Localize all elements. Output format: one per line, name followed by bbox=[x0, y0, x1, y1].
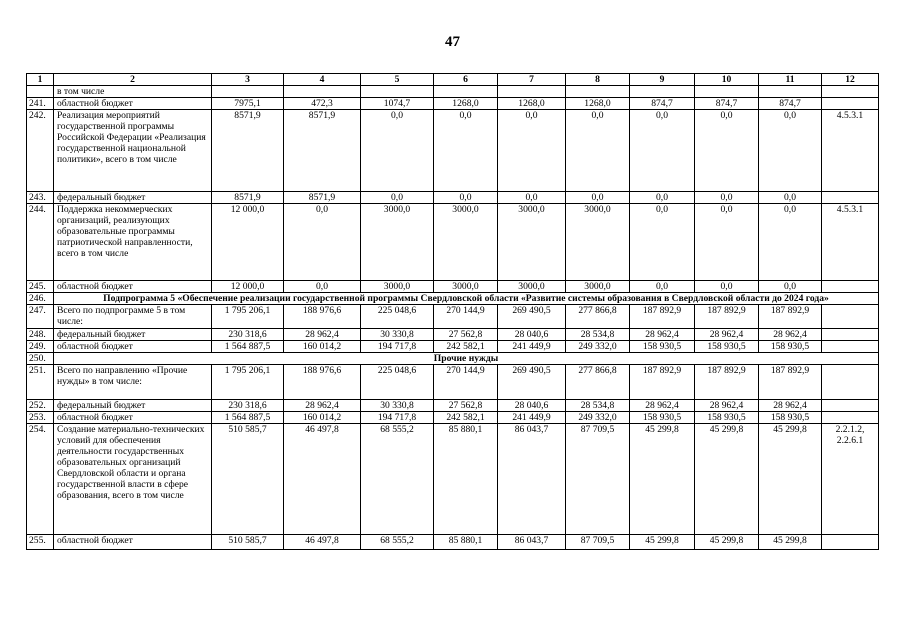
value-cell: 86 043,7 bbox=[498, 424, 566, 535]
value-cell: 8571,9 bbox=[212, 192, 284, 204]
value-cell: 0,0 bbox=[695, 192, 759, 204]
value-cell: 68 555,2 bbox=[361, 535, 434, 550]
value-cell: 3000,0 bbox=[498, 204, 566, 281]
code-cell bbox=[822, 341, 879, 353]
header-cell: 6 bbox=[434, 74, 498, 86]
header-cell: 10 bbox=[695, 74, 759, 86]
table-row bbox=[27, 341, 879, 353]
value-cell: 85 880,1 bbox=[434, 535, 498, 550]
header-cell: 11 bbox=[759, 74, 822, 86]
row-name: федеральный бюджет bbox=[54, 192, 212, 204]
row-number: 249. bbox=[27, 341, 54, 353]
value-cell: 28 962,4 bbox=[695, 329, 759, 341]
value-cell: 0,0 bbox=[566, 110, 630, 192]
value-cell: 0,0 bbox=[759, 110, 822, 192]
value-cell: 0,0 bbox=[695, 204, 759, 281]
row-number: 252. bbox=[27, 400, 54, 412]
table-row bbox=[27, 424, 879, 535]
value-cell: 28 962,4 bbox=[759, 329, 822, 341]
header-cell: 4 bbox=[284, 74, 361, 86]
value-cell: 1 795 206,1 bbox=[212, 305, 284, 329]
header-cell: 9 bbox=[630, 74, 695, 86]
row-name: Всего по направлению «Прочие нужды» в том числе: bbox=[54, 365, 212, 400]
value-cell: 87 709,5 bbox=[566, 424, 630, 535]
value-cell: 46 497,8 bbox=[284, 424, 361, 535]
table-row bbox=[27, 110, 879, 192]
value-cell: 472,3 bbox=[284, 98, 361, 110]
code-cell bbox=[822, 281, 879, 293]
value-cell: 27 562,8 bbox=[434, 329, 498, 341]
value-cell: 27 562,8 bbox=[434, 400, 498, 412]
value-cell: 28 040,6 bbox=[498, 400, 566, 412]
row-number bbox=[27, 86, 54, 98]
code-cell bbox=[822, 329, 879, 341]
code-cell bbox=[822, 86, 879, 98]
value-cell: 8571,9 bbox=[212, 110, 284, 192]
value-cell: 3000,0 bbox=[566, 281, 630, 293]
value-cell: 28 534,8 bbox=[566, 329, 630, 341]
value-cell: 0,0 bbox=[361, 192, 434, 204]
value-cell: 45 299,8 bbox=[630, 535, 695, 550]
value-cell: 187 892,9 bbox=[759, 305, 822, 329]
value-cell: 0,0 bbox=[630, 192, 695, 204]
value-cell: 0,0 bbox=[695, 110, 759, 192]
value-cell: 510 585,7 bbox=[212, 535, 284, 550]
row-name: федеральный бюджет bbox=[54, 329, 212, 341]
row-number: 254. bbox=[27, 424, 54, 535]
row-number: 250. bbox=[27, 353, 54, 365]
value-cell: 277 866,8 bbox=[566, 365, 630, 400]
value-cell: 1074,7 bbox=[361, 98, 434, 110]
value-cell: 194 717,8 bbox=[361, 412, 434, 424]
value-cell: 269 490,5 bbox=[498, 305, 566, 329]
table-row bbox=[27, 535, 879, 550]
value-cell: 1 564 887,5 bbox=[212, 412, 284, 424]
value-cell: 158 930,5 bbox=[759, 412, 822, 424]
value-cell: 28 040,6 bbox=[498, 329, 566, 341]
code-cell bbox=[822, 412, 879, 424]
value-cell: 0,0 bbox=[759, 204, 822, 281]
code-cell bbox=[822, 305, 879, 329]
value-cell: 30 330,8 bbox=[361, 329, 434, 341]
section-title: Подпрограмма 5 «Обеспечение реализации государственной программы Свердловской области «Развитие системы образования в Свердловской области до 2024 года» bbox=[54, 293, 879, 305]
value-cell: 270 144,9 bbox=[434, 365, 498, 400]
value-cell: 0,0 bbox=[434, 110, 498, 192]
value-cell: 242 582,1 bbox=[434, 412, 498, 424]
code-cell: 2.2.1.2, 2.2.6.1 bbox=[822, 424, 879, 535]
value-cell bbox=[630, 86, 695, 98]
value-cell: 187 892,9 bbox=[630, 305, 695, 329]
value-cell: 225 048,6 bbox=[361, 305, 434, 329]
value-cell: 0,0 bbox=[284, 281, 361, 293]
value-cell: 510 585,7 bbox=[212, 424, 284, 535]
value-cell: 45 299,8 bbox=[630, 424, 695, 535]
value-cell: 241 449,9 bbox=[498, 341, 566, 353]
header-cell: 12 bbox=[822, 74, 879, 86]
row-number: 245. bbox=[27, 281, 54, 293]
row-name: Поддержка некоммерческих организаций, реализующих образовательные программы патриотической направленности, всего в том числе bbox=[54, 204, 212, 281]
value-cell: 225 048,6 bbox=[361, 365, 434, 400]
value-cell: 85 880,1 bbox=[434, 424, 498, 535]
value-cell: 158 930,5 bbox=[759, 341, 822, 353]
code-cell bbox=[822, 98, 879, 110]
value-cell bbox=[759, 86, 822, 98]
row-name: в том числе bbox=[54, 86, 212, 98]
value-cell: 28 962,4 bbox=[630, 329, 695, 341]
value-cell: 1 564 887,5 bbox=[212, 341, 284, 353]
row-number: 255. bbox=[27, 535, 54, 550]
value-cell: 0,0 bbox=[759, 192, 822, 204]
code-cell bbox=[822, 192, 879, 204]
code-cell: 4.5.3.1 bbox=[822, 110, 879, 192]
value-cell: 242 582,1 bbox=[434, 341, 498, 353]
value-cell: 45 299,8 bbox=[695, 535, 759, 550]
value-cell: 3000,0 bbox=[361, 281, 434, 293]
value-cell: 28 962,4 bbox=[284, 329, 361, 341]
header-cell: 3 bbox=[212, 74, 284, 86]
table-row bbox=[27, 305, 879, 329]
value-cell: 874,7 bbox=[759, 98, 822, 110]
value-cell: 28 962,4 bbox=[695, 400, 759, 412]
value-cell bbox=[361, 86, 434, 98]
value-cell: 0,0 bbox=[498, 192, 566, 204]
table-row bbox=[27, 365, 879, 400]
value-cell: 3000,0 bbox=[434, 281, 498, 293]
value-cell: 0,0 bbox=[695, 281, 759, 293]
value-cell: 0,0 bbox=[759, 281, 822, 293]
value-cell: 0,0 bbox=[498, 110, 566, 192]
value-cell: 230 318,6 bbox=[212, 400, 284, 412]
row-number: 246. bbox=[27, 293, 54, 305]
value-cell: 3000,0 bbox=[434, 204, 498, 281]
value-cell: 187 892,9 bbox=[759, 365, 822, 400]
row-name: областной бюджет bbox=[54, 535, 212, 550]
value-cell: 3000,0 bbox=[566, 204, 630, 281]
budget-table bbox=[26, 73, 879, 550]
value-cell: 160 014,2 bbox=[284, 412, 361, 424]
table-body bbox=[27, 74, 879, 550]
value-cell: 8571,9 bbox=[284, 192, 361, 204]
value-cell: 3000,0 bbox=[498, 281, 566, 293]
value-cell: 158 930,5 bbox=[630, 412, 695, 424]
value-cell: 160 014,2 bbox=[284, 341, 361, 353]
value-cell: 1268,0 bbox=[498, 98, 566, 110]
value-cell: 277 866,8 bbox=[566, 305, 630, 329]
row-number: 248. bbox=[27, 329, 54, 341]
code-cell bbox=[822, 535, 879, 550]
row-name: федеральный бюджет bbox=[54, 400, 212, 412]
value-cell: 28 962,4 bbox=[284, 400, 361, 412]
value-cell: 28 962,4 bbox=[630, 400, 695, 412]
row-name: Всего по подпрограмме 5 в том числе: bbox=[54, 305, 212, 329]
value-cell: 249 332,0 bbox=[566, 412, 630, 424]
row-name: Реализация мероприятий государственной программы Российской Федерации «Реализация государственной национальной политики», всего в том числе bbox=[54, 110, 212, 192]
value-cell: 158 930,5 bbox=[695, 412, 759, 424]
value-cell bbox=[695, 86, 759, 98]
value-cell: 1268,0 bbox=[434, 98, 498, 110]
table-row bbox=[27, 329, 879, 341]
header-cell: 5 bbox=[361, 74, 434, 86]
row-number: 243. bbox=[27, 192, 54, 204]
value-cell: 269 490,5 bbox=[498, 365, 566, 400]
row-number: 241. bbox=[27, 98, 54, 110]
value-cell: 12 000,0 bbox=[212, 281, 284, 293]
value-cell: 188 976,6 bbox=[284, 305, 361, 329]
table-row bbox=[27, 400, 879, 412]
row-number: 251. bbox=[27, 365, 54, 400]
value-cell: 1268,0 bbox=[566, 98, 630, 110]
value-cell: 3000,0 bbox=[361, 204, 434, 281]
value-cell: 188 976,6 bbox=[284, 365, 361, 400]
table-row bbox=[27, 98, 879, 110]
value-cell: 8571,9 bbox=[284, 110, 361, 192]
value-cell: 241 449,9 bbox=[498, 412, 566, 424]
value-cell: 87 709,5 bbox=[566, 535, 630, 550]
value-cell: 1 795 206,1 bbox=[212, 365, 284, 400]
value-cell: 230 318,6 bbox=[212, 329, 284, 341]
row-number: 253. bbox=[27, 412, 54, 424]
row-number: 244. bbox=[27, 204, 54, 281]
table-row bbox=[27, 412, 879, 424]
value-cell: 158 930,5 bbox=[630, 341, 695, 353]
value-cell: 249 332,0 bbox=[566, 341, 630, 353]
value-cell: 194 717,8 bbox=[361, 341, 434, 353]
value-cell: 45 299,8 bbox=[759, 424, 822, 535]
table-row bbox=[27, 293, 879, 305]
value-cell: 30 330,8 bbox=[361, 400, 434, 412]
code-cell bbox=[822, 365, 879, 400]
header-cell: 7 bbox=[498, 74, 566, 86]
row-number: 242. bbox=[27, 110, 54, 192]
value-cell: 12 000,0 bbox=[212, 204, 284, 281]
value-cell: 0,0 bbox=[566, 192, 630, 204]
value-cell: 46 497,8 bbox=[284, 535, 361, 550]
code-cell bbox=[822, 400, 879, 412]
value-cell: 0,0 bbox=[630, 110, 695, 192]
value-cell: 187 892,9 bbox=[695, 305, 759, 329]
table-row bbox=[27, 192, 879, 204]
page-number: 47 bbox=[445, 34, 460, 50]
value-cell: 0,0 bbox=[361, 110, 434, 192]
value-cell: 0,0 bbox=[630, 204, 695, 281]
value-cell: 874,7 bbox=[695, 98, 759, 110]
value-cell: 68 555,2 bbox=[361, 424, 434, 535]
value-cell: 28 962,4 bbox=[759, 400, 822, 412]
code-cell: 4.5.3.1 bbox=[822, 204, 879, 281]
value-cell: 7975,1 bbox=[212, 98, 284, 110]
header-cell: 8 bbox=[566, 74, 630, 86]
value-cell: 187 892,9 bbox=[695, 365, 759, 400]
row-name: областной бюджет bbox=[54, 281, 212, 293]
value-cell: 0,0 bbox=[630, 281, 695, 293]
value-cell bbox=[434, 86, 498, 98]
row-name: Создание материально-технических условий для обеспечения деятельности государственных образовательных организаций Свердловской области и органа государственной власти в сфере образования, всего в том числе bbox=[54, 424, 212, 535]
value-cell bbox=[284, 86, 361, 98]
value-cell: 45 299,8 bbox=[695, 424, 759, 535]
header-cell: 1 bbox=[27, 74, 54, 86]
section-title: Прочие нужды bbox=[54, 353, 879, 365]
value-cell bbox=[498, 86, 566, 98]
value-cell: 0,0 bbox=[434, 192, 498, 204]
value-cell bbox=[212, 86, 284, 98]
value-cell: 45 299,8 bbox=[759, 535, 822, 550]
table-row bbox=[27, 353, 879, 365]
table-row bbox=[27, 204, 879, 281]
value-cell: 0,0 bbox=[284, 204, 361, 281]
row-name: областной бюджет bbox=[54, 341, 212, 353]
value-cell: 86 043,7 bbox=[498, 535, 566, 550]
row-number: 247. bbox=[27, 305, 54, 329]
value-cell bbox=[566, 86, 630, 98]
table-row bbox=[27, 281, 879, 293]
table-row bbox=[27, 86, 879, 98]
header-cell: 2 bbox=[54, 74, 212, 86]
header-row bbox=[27, 74, 879, 86]
value-cell: 187 892,9 bbox=[630, 365, 695, 400]
value-cell: 158 930,5 bbox=[695, 341, 759, 353]
row-name: областной бюджет bbox=[54, 412, 212, 424]
value-cell: 270 144,9 bbox=[434, 305, 498, 329]
value-cell: 874,7 bbox=[630, 98, 695, 110]
value-cell: 28 534,8 bbox=[566, 400, 630, 412]
row-name: областной бюджет bbox=[54, 98, 212, 110]
